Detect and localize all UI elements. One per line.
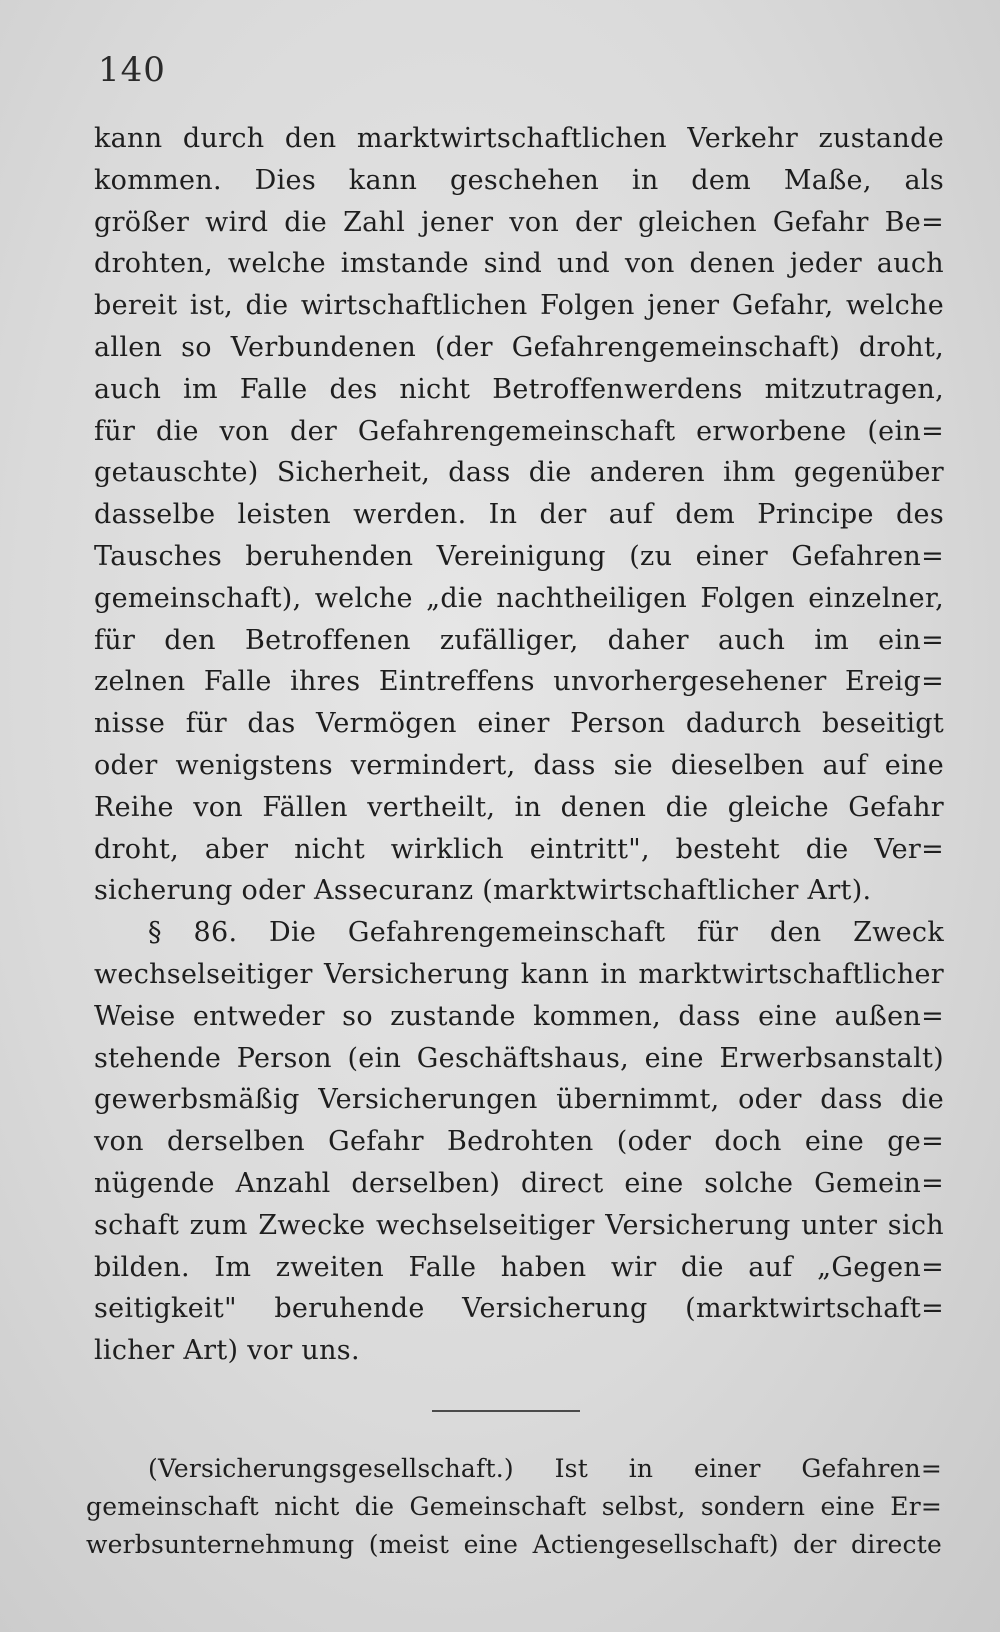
text-line: Weise entweder so zustande kommen, dass eine außen= (94, 1000, 944, 1032)
text-line: nisse für das Vermögen einer Person dadurch beseitigt (94, 708, 944, 740)
text-line: getauschte) Sicherheit, dass die anderen ihm gegenüber (94, 457, 944, 489)
text-line: nügende Anzahl derselben) direct eine solche Gemein= (94, 1167, 944, 1199)
text-line: gewerbsmäßig Versicherungen übernimmt, oder dass die (94, 1084, 944, 1116)
text-line: Reihe von Fällen vertheilt, in denen die gleiche Gefahr (94, 791, 944, 823)
text-line: allen so Verbundenen (der Gefahrengemeinschaft) droht, (94, 331, 944, 363)
text-line: sicherung oder Assecuranz (marktwirtschaftlicher Art). (94, 875, 872, 907)
main-text (94, 118, 944, 1372)
text-line: drohten, welche imstande sind und von denen jeder auch (94, 248, 944, 280)
footnote-divider (432, 1410, 580, 1412)
text-line: für die von der Gefahrengemeinschaft erworbene (ein= (94, 415, 944, 447)
text-line: droht, aber nicht wirklich eintritt", besteht die Ver= (94, 833, 944, 865)
footnote-line: gemeinschaft nicht die Gemeinschaft selbst, sondern eine Er= (86, 1492, 942, 1521)
text-line: bilden. Im zweiten Falle haben wir die auf „Gegen= (94, 1251, 944, 1283)
text-line: kann durch den marktwirtschaftlichen Verkehr zustande (94, 123, 944, 154)
text-line: oder wenigstens vermindert, dass sie dieselben auf eine (94, 749, 944, 781)
text-line: auch im Falle des nicht Betroffenwerdens mitzutragen, (94, 373, 944, 405)
page-number: 140 (98, 50, 166, 90)
text-line: schaft zum Zwecke wechselseitiger Versicherung unter sich (94, 1209, 944, 1241)
text-line: seitigkeit" beruhende Versicherung (marktwirtschaft= (94, 1293, 944, 1325)
text-line: wechselseitiger Versicherung kann in marktwirtschaftlicher (94, 958, 944, 990)
text-line: zelnen Falle ihres Eintreffens unvorhergesehener Ereig= (94, 666, 944, 698)
footnote-line: (Versicherungsgesellschaft.) Ist in einer Gefahren= (148, 1454, 942, 1483)
text-line: licher Art) vor uns. (94, 1335, 360, 1367)
text-line: kommen. Dies kann geschehen in dem Maße, als (94, 164, 944, 196)
text-line: bereit ist, die wirtschaftlichen Folgen jener Gefahr, welche (94, 290, 944, 322)
text-line: für den Betroffenen zufälliger, daher auch im ein= (94, 624, 944, 656)
text-line: größer wird die Zahl jener von der gleichen Gefahr Be= (94, 206, 944, 238)
text-line: stehende Person (ein Geschäftshaus, eine Erwerbsanstalt) (94, 1042, 944, 1074)
text-line: von derselben Gefahr Bedrohten (oder doch eine ge= (94, 1126, 944, 1158)
text-line: Tausches beruhenden Vereinigung (zu einer Gefahren= (94, 540, 944, 572)
text-line: gemeinschaft), welche „die nachtheiligen Folgen einzelner, (94, 582, 944, 614)
text-line: dasselbe leisten werden. In der auf dem Principe des (94, 499, 944, 531)
footnote-line: werbsunternehmung (meist eine Actiengesellschaft) der directe (86, 1530, 942, 1559)
footnote (86, 1450, 942, 1564)
section-heading-line: § 86. Die Gefahrengemeinschaft für den Zweck (148, 917, 944, 949)
